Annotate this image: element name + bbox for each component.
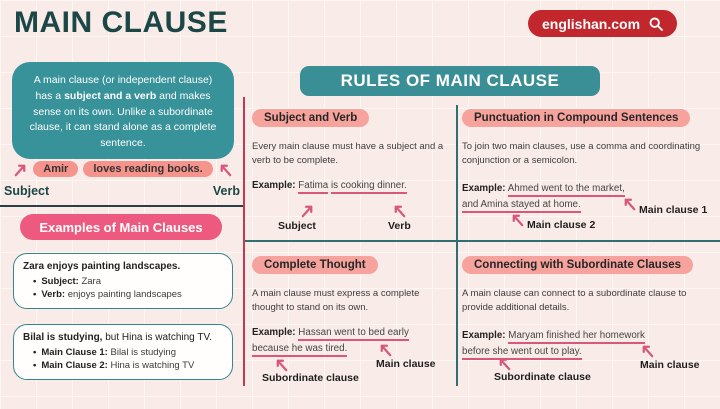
example-1-bullet-1: • Subject: Zara [23,275,223,289]
rule-2-annotation-main-clause-2: Main clause 2 [527,219,596,231]
rule-3-example-line1: Example: Hassan went to bed early [252,327,409,338]
rule-2-example-line2: and Amina stayed at home. [462,199,581,210]
rule-3-body: A main clause must express a complete thought to stand on its own. [252,288,420,313]
example-2-bullet-2: • Main Clause 2: Hina is watching TV [23,359,223,373]
rule-2-body: To join two main clauses, use a comma and coordinating conjunction or a semicolon. [462,141,701,166]
rule-3-example-line2: because he was tired. [252,343,347,354]
example-box-1 [13,253,233,309]
rule-section-punctuation [462,108,716,236]
example-2-bullet-1: • Main Clause 1: Bilal is studying [23,346,223,360]
rule-4-header: Connecting with Subordinate Clauses [462,256,693,274]
rule-3-annotation-subordinate-clause: Subordinate clause [262,372,359,384]
arrow-up-left-icon [378,342,393,357]
subject-label: Subject [4,184,50,198]
arrow-up-right-icon [300,203,315,218]
arrow-up-left-icon [497,356,512,371]
examples-header: Examples of Main Clauses [20,214,222,240]
site-badge-label: englishan.com [542,15,641,32]
rule-section-connecting-subordinate [462,255,716,385]
example-sentence-row [6,161,240,177]
page-title: MAIN CLAUSE [14,6,228,39]
rule-1-header: Subject and Verb [252,109,369,127]
rule-2-annotation-main-clause-1: Main clause 1 [639,204,708,216]
arrow-up-left-icon [218,162,233,177]
rule-1-body: Every main clause must have a subject and a verb to be complete. [252,141,444,166]
rules-title: RULES OF MAIN CLAUSE [300,66,600,96]
arrow-up-left-icon [392,203,407,218]
definition-text-post: and makes sense on its own. Unlike a subordinate clause, it can stand alone as a complete sentence. [29,89,217,149]
rule-2-example-line1: Example: Ahmed went to the market, [462,183,625,194]
rule-1-example: Example: Fatima is cooking dinner. [252,180,407,191]
subject-pill: Amir [33,161,78,177]
left-horizontal-divider [0,205,243,207]
example-box-2 [13,324,233,380]
rule-section-complete-thought [252,255,450,385]
rules-horizontal-divider [245,240,720,242]
verb-label: Verb [212,184,240,198]
example-1-bullet-2: • Verb: enjoys painting landscapes [23,288,223,302]
sentence-labels [4,184,240,198]
rule-4-annotation-subordinate-clause: Subordinate clause [494,371,591,383]
rules-vertical-divider [456,105,458,386]
rule-section-subject-and-verb [252,108,450,236]
definition-box [12,62,234,159]
definition-text-pre: A main clause (or independent clause) has a [33,74,213,102]
rule-1-annotation-subject: Subject [278,220,316,232]
rule-2-header: Punctuation in Compound Sentences [462,109,690,127]
example-2-sentence: Bilal is studying, but Hina is watching TV. [23,332,212,343]
rule-4-body: A main clause can connect to a subordinate clause to provide additional details. [462,288,687,313]
example-1-sentence: Zara enjoys painting landscapes. [23,261,181,272]
site-badge [528,10,677,37]
rule-3-header: Complete Thought [252,256,378,274]
rule-3-annotation-main-clause: Main clause [376,358,436,370]
rule-4-annotation-main-clause: Main clause [640,359,700,371]
arrow-up-left-icon [622,196,637,211]
rule-4-example-line1: Example: Maryam finished her homework [462,330,645,341]
rule-4-example-line2: before she went out to play. [462,346,582,357]
arrow-up-left-icon [274,357,289,372]
definition-text-bold: subject and a verb [64,89,157,102]
search-icon [649,17,663,31]
arrow-up-right-icon [13,162,28,177]
rule-1-annotation-verb: Verb [388,220,411,232]
arrow-up-left-icon [510,212,525,227]
predicate-pill: loves reading books. [83,161,212,177]
arrow-up-left-icon [640,343,655,358]
